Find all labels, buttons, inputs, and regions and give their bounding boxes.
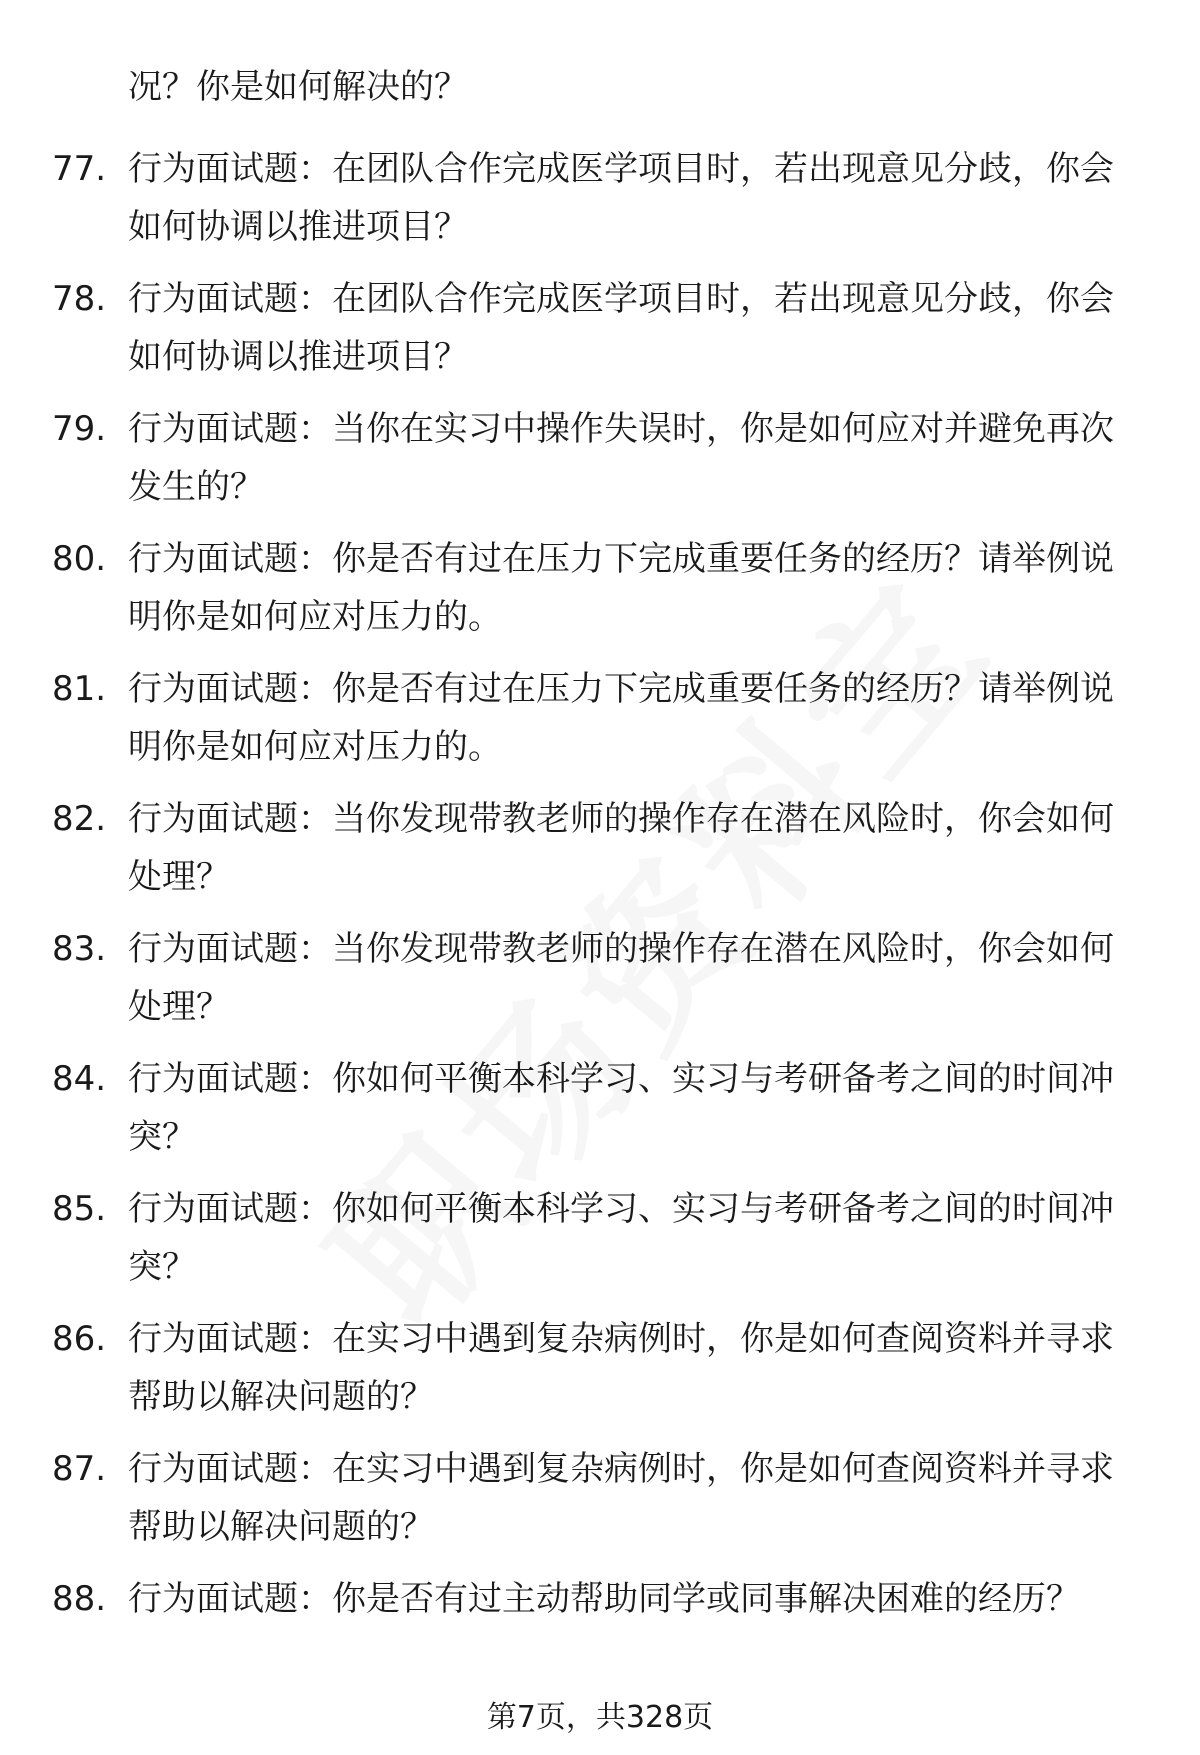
continuation-text: 况？你是如何解决的？ <box>128 67 468 107</box>
question-text: 行为面试题：在团队合作完成医学项目时，若出现意见分歧，你会如何协调以推进项目？ <box>128 149 1114 247</box>
question-text: 行为面试题：当你在实习中操作失误时，你是如何应对并避免再次发生的？ <box>128 409 1114 507</box>
question-text: 行为面试题：你如何平衡本科学习、实习与考研备考之间的时间冲突？ <box>128 1189 1114 1287</box>
question-item <box>0 530 1200 660</box>
question-number: 80. <box>52 539 107 579</box>
question-number: 87. <box>52 1449 107 1489</box>
question-item <box>0 920 1200 1050</box>
question-item <box>0 1440 1200 1570</box>
question-text: 行为面试题：当你发现带教老师的操作存在潜在风险时，你会如何处理？ <box>128 799 1114 897</box>
question-number: 82. <box>52 799 107 839</box>
question-number: 84. <box>52 1059 107 1099</box>
question-text: 行为面试题：在团队合作完成医学项目时，若出现意见分歧，你会如何协调以推进项目？ <box>128 279 1114 377</box>
page-footer: 第7页，共328页 <box>486 1700 714 1735</box>
question-text: 行为面试题：在实习中遇到复杂病例时，你是如何查阅资料并寻求帮助以解决问题的？ <box>128 1319 1114 1417</box>
question-item <box>0 140 1200 270</box>
question-item <box>0 1050 1200 1180</box>
question-number: 77. <box>52 149 107 189</box>
question-number: 79. <box>52 409 107 449</box>
question-item <box>0 790 1200 920</box>
question-text: 行为面试题：你是否有过在压力下完成重要任务的经历？请举例说明你是如何应对压力的。 <box>128 669 1114 767</box>
question-text: 行为面试题：你如何平衡本科学习、实习与考研备考之间的时间冲突？ <box>128 1059 1114 1157</box>
question-item <box>0 270 1200 400</box>
question-number: 86. <box>52 1319 107 1359</box>
question-text: 行为面试题：当你发现带教老师的操作存在潜在风险时，你会如何处理？ <box>128 929 1114 1027</box>
question-item <box>0 1180 1200 1310</box>
question-text: 行为面试题：你是否有过在压力下完成重要任务的经历？请举例说明你是如何应对压力的。 <box>128 539 1114 637</box>
question-item <box>0 400 1200 530</box>
question-item <box>0 1570 1200 1700</box>
question-number: 85. <box>52 1189 107 1229</box>
question-list <box>0 140 1200 1700</box>
question-item <box>0 660 1200 790</box>
question-number: 78. <box>52 279 107 319</box>
question-number: 88. <box>52 1579 107 1619</box>
question-text: 行为面试题：在实习中遇到复杂病例时，你是如何查阅资料并寻求帮助以解决问题的？ <box>128 1449 1114 1547</box>
question-item <box>0 1310 1200 1440</box>
question-number: 81. <box>52 669 107 709</box>
question-number: 83. <box>52 929 107 969</box>
question-text: 行为面试题：你是否有过主动帮助同学或同事解决困难的经历？ <box>128 1579 1080 1619</box>
